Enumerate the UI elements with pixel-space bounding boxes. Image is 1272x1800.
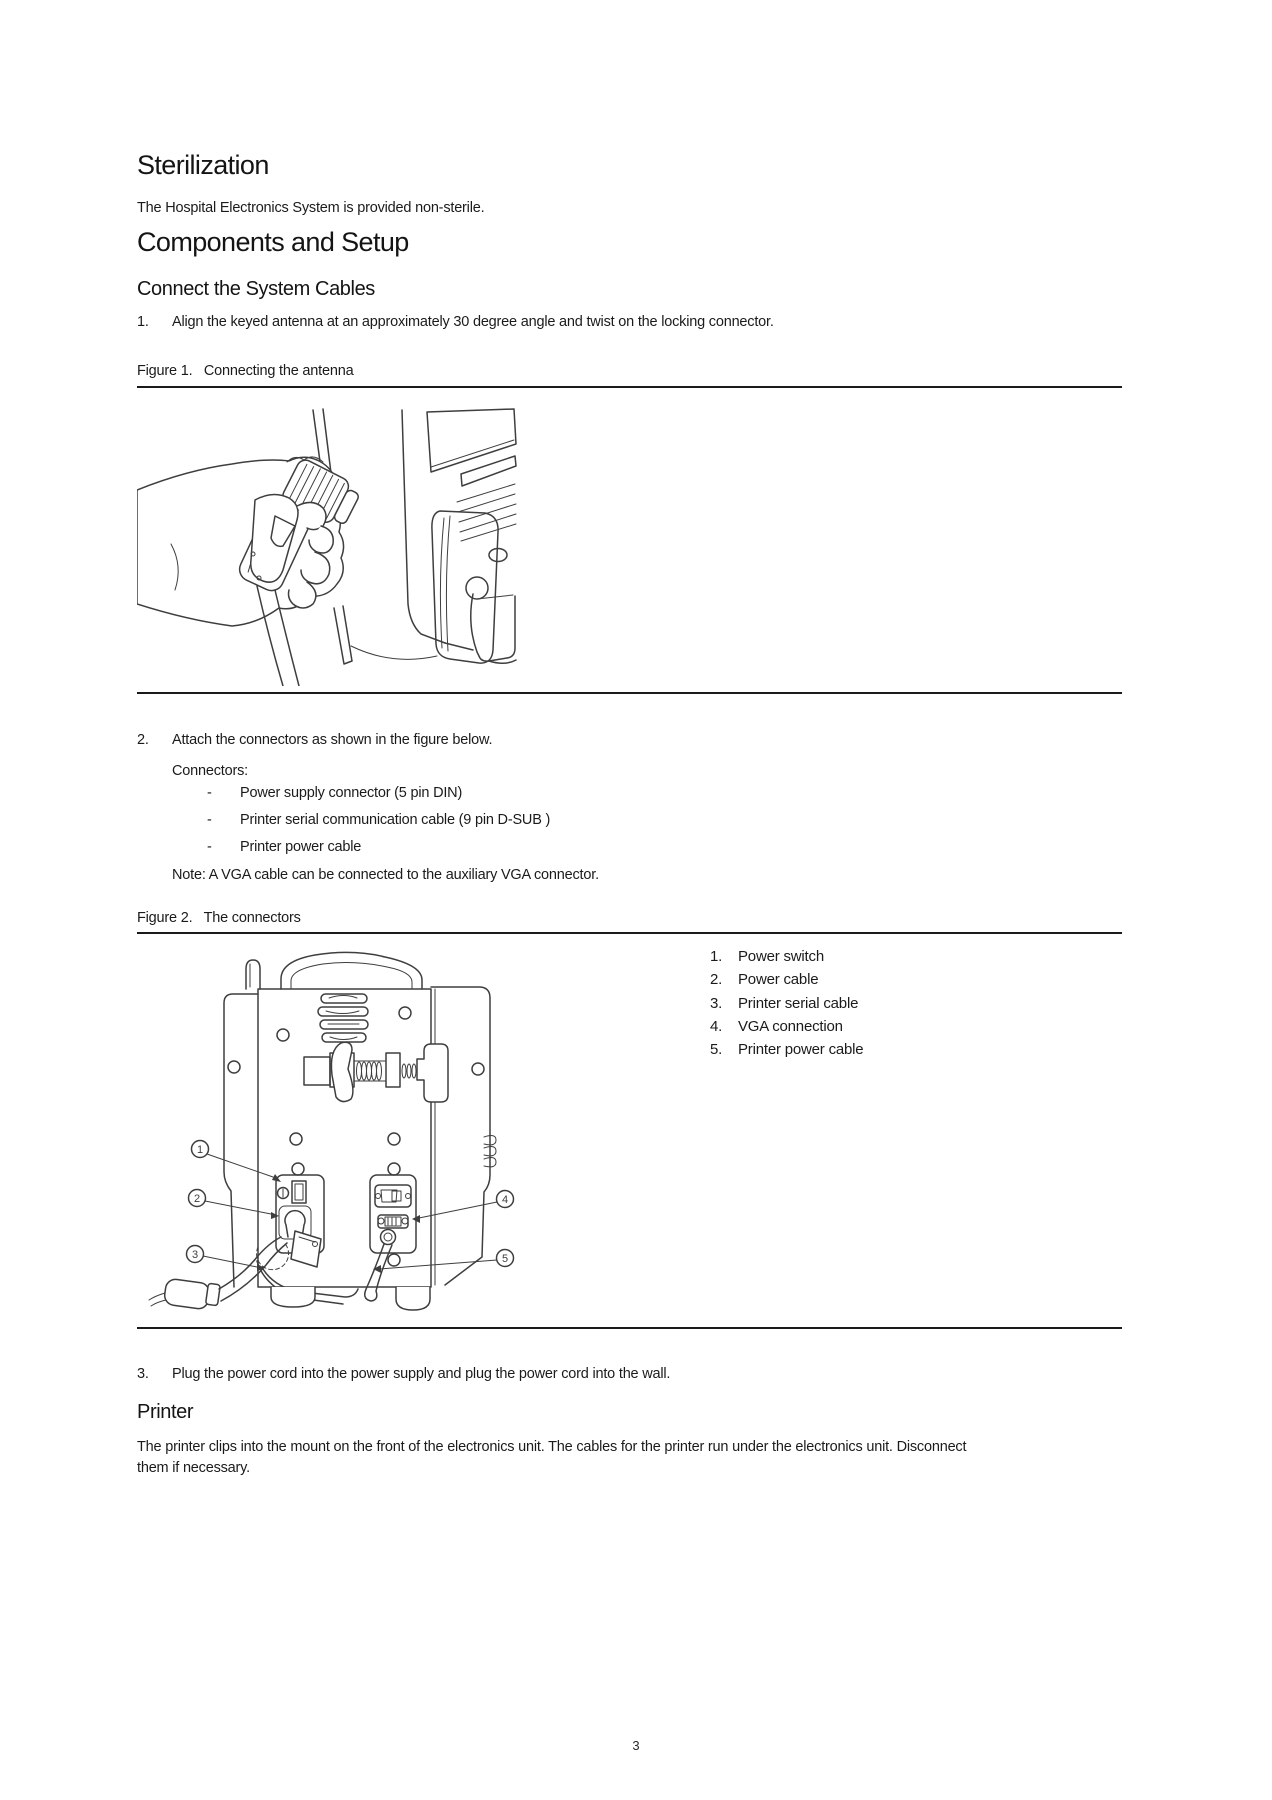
unit-left-panel: [224, 994, 258, 1287]
device-screen-back: [427, 409, 516, 472]
legend-item-2: [710, 971, 863, 994]
figure-2-illustration: [145, 947, 525, 1320]
legend-item-4-text: VGA connection: [738, 1017, 843, 1035]
legend-item-3-text: Printer serial cable: [738, 994, 859, 1012]
step-2-text: Attach the connectors as shown in the figure below.: [172, 732, 493, 748]
callout-2: [189, 1190, 280, 1220]
legend-item-3-number: 3.: [710, 994, 723, 1012]
unit-foot-left: [271, 1287, 315, 1307]
device-button: [489, 549, 507, 562]
connector-item-2: [137, 810, 1087, 831]
unit-right-panel: [431, 987, 490, 1285]
legend-item-1-text: Power switch: [738, 948, 824, 965]
figure-2-caption-text: The connectors: [203, 910, 301, 926]
step-3: [137, 1364, 1087, 1385]
step-2: [137, 730, 1087, 751]
legend-item-5-number: 5.: [710, 1041, 723, 1059]
svg-text:2: 2: [193, 1193, 201, 1205]
svg-text:3: 3: [191, 1249, 199, 1261]
device-slat-bar: [461, 456, 516, 486]
svg-text:4: 4: [501, 1194, 509, 1206]
callout-1: [192, 1141, 282, 1183]
callout-3: [187, 1246, 266, 1272]
step-2-number: 2.: [137, 732, 149, 748]
connector-item-1: [137, 783, 1087, 804]
figure-1-illustration: [137, 398, 527, 686]
clamp-lever: [331, 1042, 353, 1101]
vga-note: Note: A VGA cable can be connected to the auxiliary VGA connector.: [172, 867, 599, 883]
unit-foot-right: [396, 1287, 430, 1310]
mount-clamp: [304, 1042, 448, 1102]
connector-item-2-text: Printer serial communication cable (9 pin D-SUB ): [240, 812, 551, 828]
sterilization-paragraph: The Hospital Electronics System is provided non-sterile.: [137, 200, 485, 216]
device-port-hole: [466, 577, 488, 599]
device-edge: [402, 410, 445, 643]
bullet-dash: -: [207, 785, 212, 801]
connector-item-1-text: Power supply connector (5 pin DIN): [240, 785, 463, 801]
legend-item-3: [710, 995, 863, 1018]
section-title-sterilization: Sterilization: [137, 150, 269, 180]
svg-text:5: 5: [501, 1253, 509, 1265]
step-3-number: 3.: [137, 1366, 149, 1382]
legend-item-2-number: 2.: [710, 971, 723, 989]
printer-paragraph: The printer clips into the mount on the front of the electronics unit. The cables for the printer run under the electronics unit. Disconnect them if necessary.: [137, 1439, 967, 1476]
subsection-title-printer: Printer: [137, 1401, 194, 1423]
figure-1-bottom-divider: [137, 692, 1122, 694]
serial-housing: [291, 1231, 321, 1267]
connectors-heading: Connectors:: [172, 763, 248, 779]
step-3-text: Plug the power cord into the power supply and plug the power cord into the wall.: [172, 1366, 671, 1382]
legend-item-1-number: 1.: [710, 948, 723, 965]
step-1-number: 1.: [137, 314, 149, 330]
bullet-dash: -: [207, 839, 212, 855]
antenna-pole-lower: [334, 606, 352, 664]
legend-item-5: [710, 1041, 863, 1064]
connector-item-3: [137, 837, 1087, 858]
figure-1-caption: [137, 363, 353, 379]
bullet-dash: -: [207, 812, 212, 828]
figure-2-caption: [137, 910, 301, 926]
page-number: 3: [632, 1738, 640, 1753]
clamp-knob: [417, 1044, 448, 1102]
antenna-stub: [246, 960, 260, 989]
vent-slots: [318, 994, 368, 1042]
step-1: [137, 312, 1087, 333]
svg-text:1: 1: [196, 1144, 204, 1156]
figure-2-legend: [710, 948, 863, 1064]
legend-item-5-text: Printer power cable: [738, 1041, 864, 1059]
legend-item-1: [710, 948, 863, 971]
section-title-components: Components and Setup: [137, 227, 409, 257]
figure-2-top-divider: [137, 932, 1122, 934]
page-content: [137, 0, 1122, 1800]
connector-item-3-text: Printer power cable: [240, 839, 362, 855]
step-1-text: Align the keyed antenna at an approximately 30 degree angle and twist on the locking connector.: [172, 314, 774, 330]
figure-1-caption-text: Connecting the antenna: [203, 363, 354, 379]
printer-power-port: [381, 1230, 396, 1245]
figure-2-label: Figure 2.: [137, 910, 193, 926]
power-cord-plug: [149, 1278, 220, 1310]
figure-1-label: Figure 1.: [137, 363, 193, 379]
legend-item-4-number: 4.: [710, 1017, 723, 1035]
legend-item-4: [710, 1018, 863, 1041]
figure-1-top-divider: [137, 386, 1122, 388]
subsection-title-connect-cables: Connect the System Cables: [137, 278, 375, 300]
figure-2-bottom-divider: [137, 1327, 1122, 1329]
callout-4: [412, 1191, 514, 1224]
legend-item-2-text: Power cable: [738, 971, 819, 989]
video-serial-panel: [370, 1175, 416, 1253]
